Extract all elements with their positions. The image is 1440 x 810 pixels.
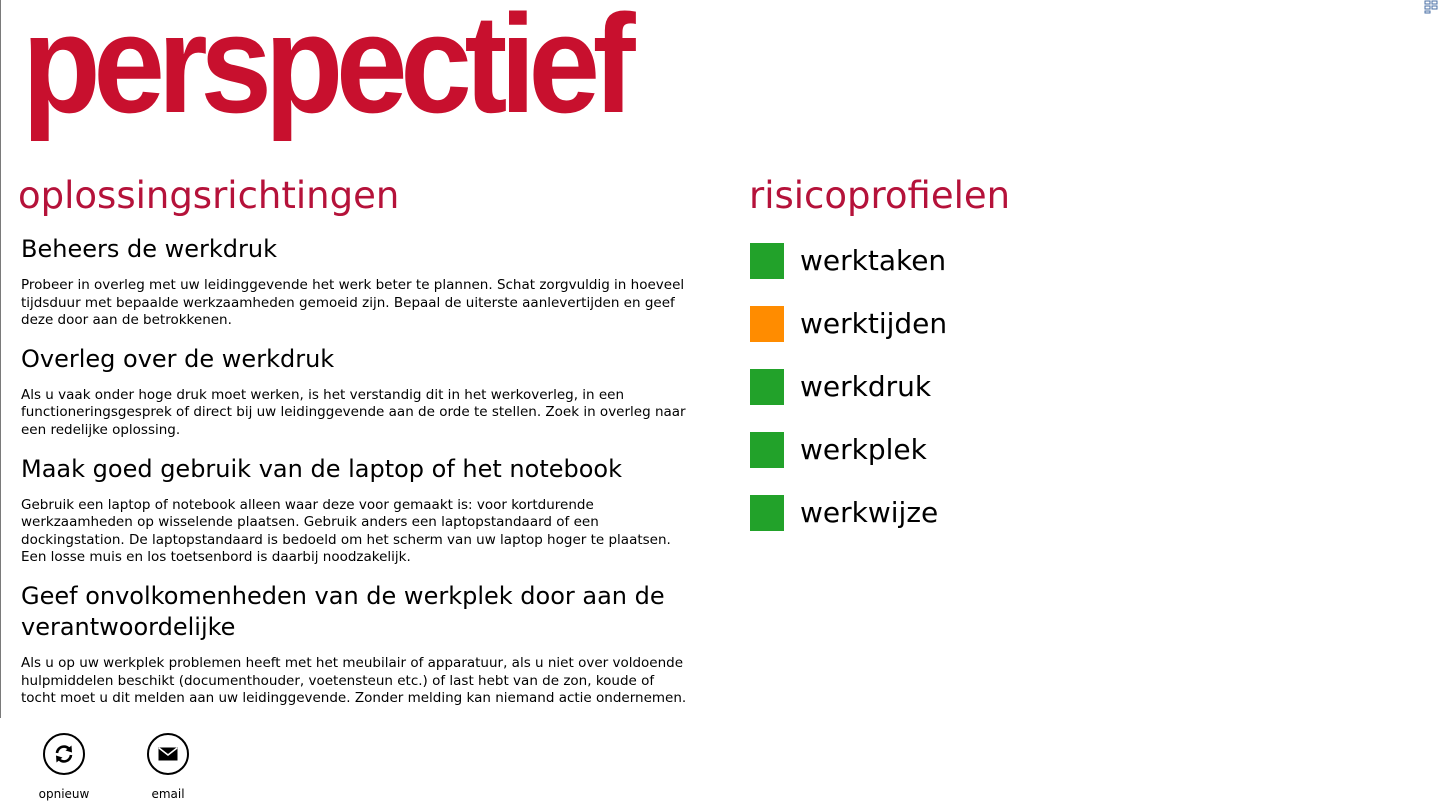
status-swatch (750, 432, 784, 468)
email-button[interactable] (128, 733, 208, 801)
perspectief-logo: perspectief (22, 0, 629, 142)
solution-body: Als u op uw werkplek problemen heeft met het meubilair of apparatuur, als u niet over voldoende hulpmiddelen beschikt (documenthouder, voetensteun etc.) of last hebt van de zon, koude of tocht moet u dit melden aan uw leidinggevende. Zonder melding kan niemand actie ondernemen. (21, 654, 687, 707)
solution-heading: Maak goed gebruik van de laptop of het notebook (21, 454, 622, 483)
solution-body: Als u vaak onder hoge druk moet werken, is het verstandig dit in het werkoverleg, in een functioneringsgesprek of direct bij uw leidinggevende aan de orde te stellen. Zoek in overleg naar een redelijke oplossing. (21, 386, 686, 438)
risk-profile-label: werktaken (800, 244, 947, 277)
solution-body: Probeer in overleg met uw leidinggevende het werk beter te plannen. Schat zorgvuldig in hoeveel tijdsduur met bepaalde werkzaamheden gemoeid zijn. Bepaal de uiterste aanlevertijden en geef deze door aan de betrokkenen. (21, 277, 685, 329)
grid-icon[interactable] (1424, 0, 1438, 14)
status-swatch (750, 495, 784, 531)
opnieuw-button[interactable] (24, 733, 104, 801)
risk-profile-label: werkwijze (800, 496, 939, 529)
solution-item (21, 454, 691, 567)
solution-item (21, 344, 691, 440)
refresh-icon (43, 733, 85, 775)
risk-profile-label: werkplek (800, 433, 927, 466)
status-swatch (750, 243, 784, 279)
opnieuw-label: opnieuw (38, 787, 90, 801)
solution-heading: Geef onvolkomenheden van de werkplek door aan de verantwoordelijke (21, 581, 665, 641)
oplossingsrichtingen-title: oplossingsrichtingen (18, 174, 400, 217)
solution-heading: Beheers de werkdruk (21, 235, 277, 263)
solution-body: Gebruik een laptop of notebook alleen waar deze voor gemaakt is: voor kortdurende werkzaamheden op wisselende plaatsen. Gebruik anders een laptopstandaard of een dockingstation. De laptopstandaard is bedoeld om het scherm van uw laptop hoger te plaatsen. Een losse muis en los toetsenbord is daarbij noodzakelijk. (21, 496, 671, 566)
risk-profile-list (750, 242, 947, 557)
risicoprofielen-title: risicoprofielen (749, 174, 1011, 217)
solution-item (21, 581, 691, 708)
solutions-list[interactable] (21, 234, 691, 718)
app-bar (0, 718, 1440, 810)
window-edge (0, 0, 1, 718)
risk-profile-werktijden[interactable] (750, 305, 947, 343)
status-swatch (750, 369, 784, 405)
status-swatch (750, 306, 784, 342)
risk-profile-werkplek[interactable] (750, 431, 947, 469)
envelope-icon (147, 733, 189, 775)
risk-profile-werktaken[interactable] (750, 242, 947, 280)
risk-profile-label: werktijden (800, 307, 948, 340)
solution-item (21, 234, 691, 330)
risk-profile-label: werkdruk (800, 370, 932, 403)
risk-profile-werkdruk[interactable] (750, 368, 947, 406)
email-label: email (151, 787, 185, 801)
risk-profile-werkwijze[interactable] (750, 494, 947, 532)
solution-heading: Overleg over de werkdruk (21, 344, 335, 373)
